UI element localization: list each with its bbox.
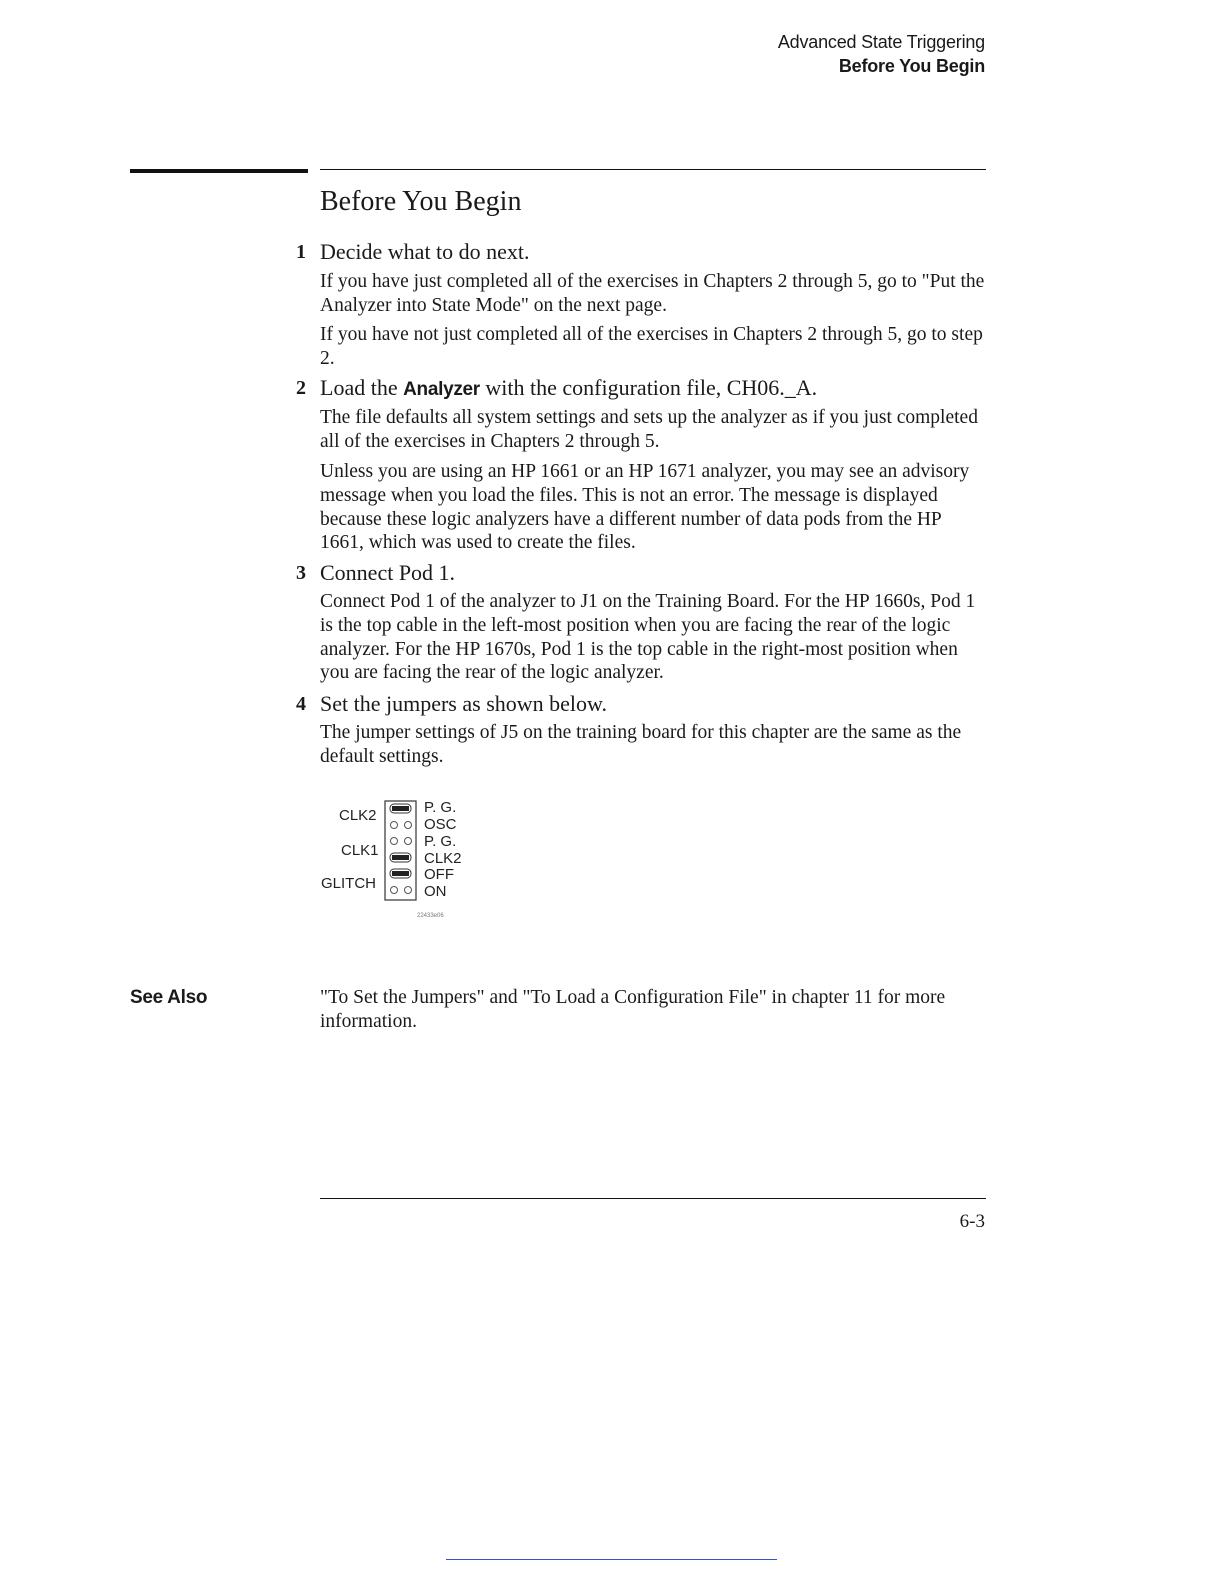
step-1-paragraph-1: If you have just completed all of the exercises in Chapters 2 through 5, go to "Put the Analyzer into State Mode" on the next page. xyxy=(320,271,985,316)
jumper-cap-fill xyxy=(392,871,409,876)
step-1-paragraph-2: If you have not just completed all of the exercises in Chapters 2 through 5, go to step 2. xyxy=(320,324,983,369)
link-underline xyxy=(446,1559,777,1560)
running-header-chapter: Advanced State Triggering xyxy=(777,32,985,52)
step-title: Set the jumpers as shown below. xyxy=(320,691,607,716)
step-title xyxy=(320,375,817,403)
jumper-block-outline xyxy=(385,801,416,900)
step-2-paragraph-1: The file defaults all system settings and sets up the analyzer as if you just completed all of the exercises in Chapters 2 through 5. xyxy=(320,407,978,452)
jumper-label-osc: OSC xyxy=(424,816,457,833)
jumper-pin xyxy=(405,838,412,845)
jumper-diagram xyxy=(318,796,478,924)
section-rule-thick xyxy=(130,169,308,173)
jumper-pin xyxy=(391,838,398,845)
step-title-post: with the configuration file, CH06._A. xyxy=(479,375,818,400)
jumper-pin xyxy=(391,887,398,894)
jumper-label-glitch: GLITCH xyxy=(321,875,377,892)
step-3-paragraph-1: Connect Pod 1 of the analyzer to J1 on the Training Board. For the HP 1660s, Pod 1 is the top cable in the left-most position when you are facing the rear of the logic analyzer. For the HP 1670s, Pod 1 is the top cable in the right-most position when you are facing the rear of the logic analyzer. xyxy=(320,591,976,684)
jumper-block xyxy=(384,800,418,902)
jumper-pin xyxy=(405,887,412,894)
page-title: Before You Begin xyxy=(320,186,522,217)
step-number: 4 xyxy=(296,693,306,715)
step-2-paragraph-2: Unless you are using an HP 1661 or an HP 1671 analyzer, you may see an advisory message when you load the files. This is not an error. The message is displayed because these logic analyzers have a different number of data pods from the HP 1661, which was used to create the files. xyxy=(320,461,970,554)
running-header-section: Before You Begin xyxy=(838,56,985,76)
jumper-label-on: ON xyxy=(424,883,447,900)
jumper-pin xyxy=(405,822,412,829)
step-number: 1 xyxy=(296,241,306,263)
step-title: Decide what to do next. xyxy=(320,239,530,264)
section-rule-thin xyxy=(320,169,986,170)
step-4-paragraph-1: The jumper settings of J5 on the training board for this chapter are the same as the default settings. xyxy=(320,722,962,767)
jumper-label-pg-1: P. G. xyxy=(424,799,457,816)
jumper-pin xyxy=(391,822,398,829)
see-also-label: See Also xyxy=(130,987,208,1008)
footer-rule xyxy=(320,1198,986,1199)
jumper-label-clk2-right: CLK2 xyxy=(424,850,462,867)
jumper-label-off: OFF xyxy=(424,866,454,883)
step-title-pre: Load the xyxy=(320,375,404,400)
step-title: Connect Pod 1. xyxy=(320,560,456,585)
jumper-label-clk2: CLK2 xyxy=(339,807,377,824)
figure-id: 22433e06 xyxy=(417,913,444,919)
jumper-label-clk1: CLK1 xyxy=(341,842,379,859)
jumper-label-pg-2: P. G. xyxy=(424,833,457,850)
step-title-emphasis: Analyzer xyxy=(403,379,480,400)
jumper-cap-fill xyxy=(392,806,409,811)
step-number: 2 xyxy=(296,377,306,399)
page-number: 6-3 xyxy=(959,1211,985,1232)
see-also-text: "To Set the Jumpers" and "To Load a Configuration File" in chapter 11 for more information. xyxy=(320,987,946,1032)
step-number: 3 xyxy=(296,562,306,584)
jumper-cap-fill xyxy=(392,855,409,860)
